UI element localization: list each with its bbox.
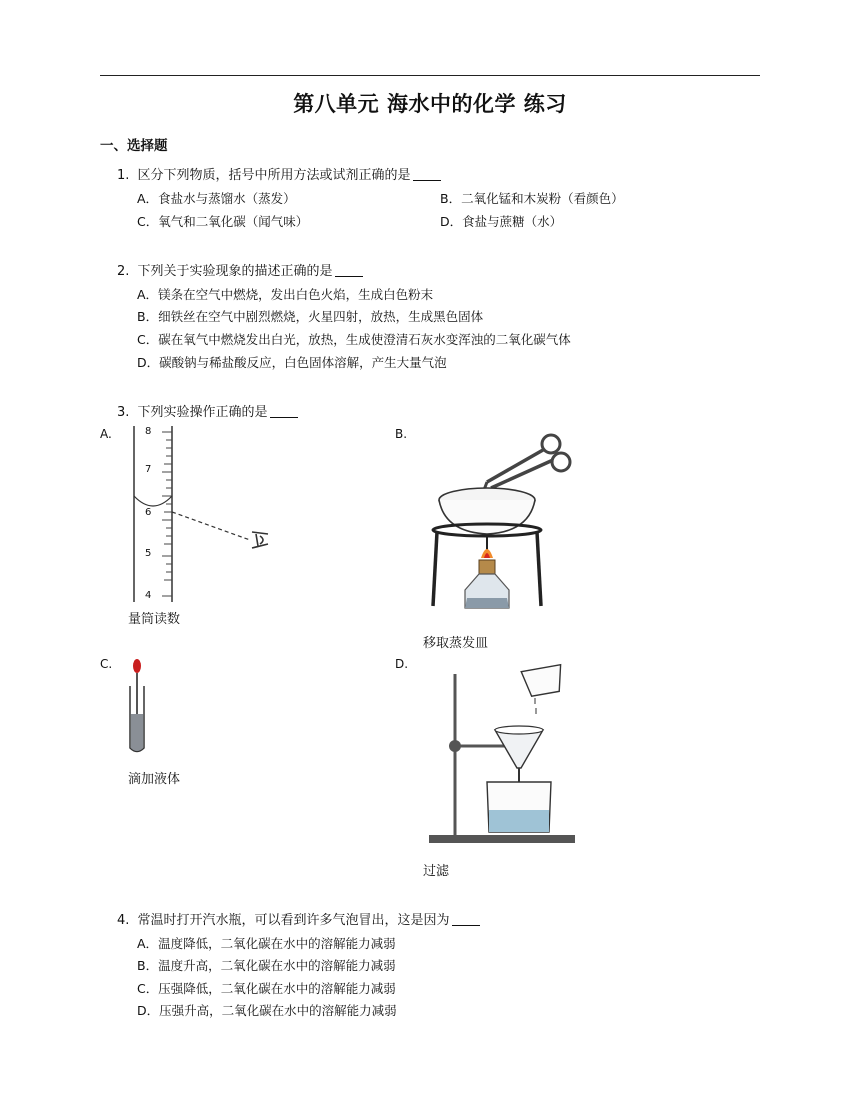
q2-option-c[interactable]: C．碳在氧气中燃烧发出白光，放热，生成使澄清石灰水变浑浊的二氧化碳气体: [137, 332, 571, 347]
section-heading: 一、选择题: [100, 138, 168, 154]
question-number: 4.: [117, 913, 130, 928]
q1-option-a[interactable]: A．食盐水与蒸馏水（蒸发）: [137, 191, 296, 206]
cylinder-tick-4: 4: [145, 590, 152, 601]
answer-blank[interactable]: [335, 262, 363, 277]
q3-option-b-letter[interactable]: B.: [395, 427, 408, 441]
q3-option-d-letter[interactable]: D.: [395, 657, 409, 671]
q1-option-d[interactable]: D．食盐与蔗糖（水）: [440, 214, 563, 229]
q1-option-c[interactable]: C．氧气和二氧化碳（闻气味）: [137, 214, 309, 229]
cylinder-tick-5: 5: [145, 548, 152, 559]
question-3: [117, 401, 298, 420]
question-stem: 区分下列物质，括号中所用方法或试剂正确的是: [137, 168, 411, 183]
question-number: 1.: [117, 168, 130, 183]
q4-option-b[interactable]: B．温度升高，二氧化碳在水中的溶解能力减弱: [137, 958, 396, 973]
q4-option-c[interactable]: C．压强降低，二氧化碳在水中的溶解能力减弱: [137, 981, 396, 996]
filtration-figure: [425, 660, 585, 855]
q1-option-b[interactable]: B．二氧化锰和木炭粉（看颜色）: [440, 191, 624, 206]
q3-option-a-letter[interactable]: A.: [100, 427, 112, 441]
answer-blank[interactable]: [413, 166, 441, 181]
question-1: [117, 164, 441, 183]
q3-option-b-caption: 移取蒸发皿: [423, 636, 489, 651]
question-stem: 下列实验操作正确的是: [137, 405, 268, 420]
graduated-cylinder-figure: [120, 424, 280, 604]
question-number: 3.: [117, 405, 130, 420]
dropper-test-tube-figure: [125, 656, 155, 756]
q3-option-a-caption: 量筒读数: [128, 612, 181, 627]
q2-option-a[interactable]: A．镁条在空气中燃烧，发出白色火焰，生成白色粉末: [137, 287, 434, 302]
cylinder-tick-8: 8: [145, 426, 152, 437]
answer-blank[interactable]: [452, 911, 480, 926]
question-stem: 下列关于实验现象的描述正确的是: [137, 264, 333, 279]
question-4: [117, 909, 480, 928]
q2-option-d[interactable]: D．碳酸钠与稀盐酸反应，白色固体溶解，产生大量气泡: [137, 355, 447, 370]
q3-option-d-caption: 过滤: [423, 864, 450, 879]
q4-option-d[interactable]: D．压强升高，二氧化碳在水中的溶解能力减弱: [137, 1003, 397, 1018]
question-stem: 常温时打开汽水瓶，可以看到许多气泡冒出，这是因为: [137, 913, 450, 928]
evaporating-dish-figure: [425, 430, 585, 620]
answer-blank[interactable]: [270, 403, 298, 418]
page-title: 第八单元 海水中的化学 练习: [293, 92, 567, 116]
q2-option-b[interactable]: B．细铁丝在空气中剧烈燃烧，火星四射，放热，生成黑色固体: [137, 309, 484, 324]
q3-option-c-caption: 滴加液体: [128, 772, 181, 787]
cylinder-tick-7: 7: [145, 464, 152, 475]
q4-option-a[interactable]: A．温度降低，二氧化碳在水中的溶解能力减弱: [137, 936, 396, 951]
q3-option-c-letter[interactable]: C.: [100, 657, 113, 671]
cylinder-tick-6: 6: [145, 507, 152, 518]
question-2: [117, 260, 363, 279]
top-rule: [100, 75, 760, 76]
question-number: 2.: [117, 264, 130, 279]
